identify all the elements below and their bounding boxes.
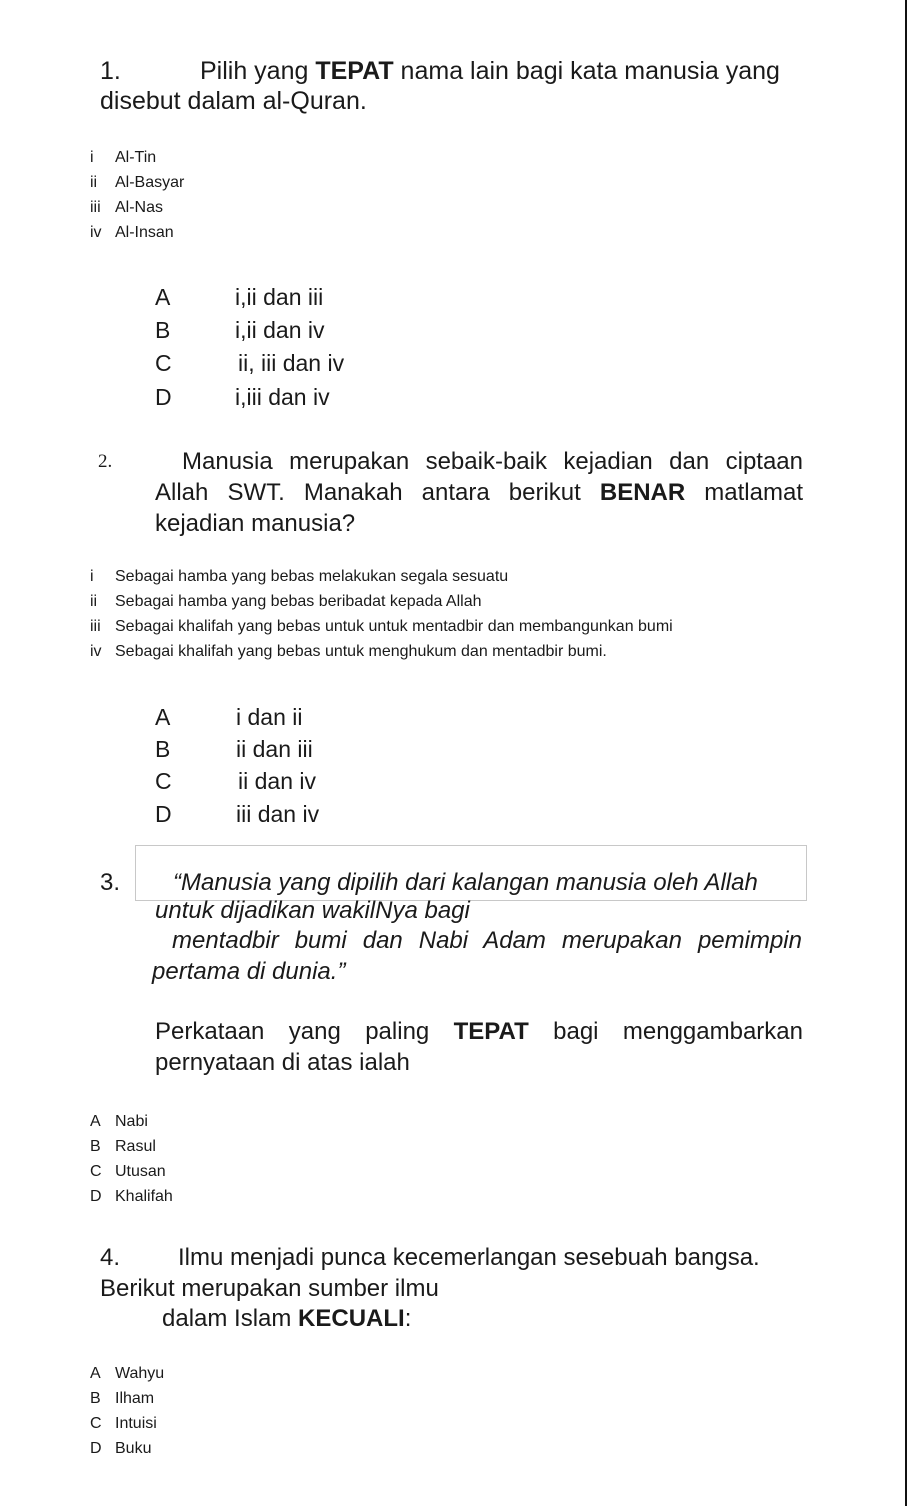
option-item[interactable] [90, 1436, 164, 1461]
list-item [90, 639, 673, 664]
option-item[interactable] [90, 1159, 173, 1184]
option-text-c[interactable]: ii, iii dan iv [238, 350, 345, 376]
option-text[interactable]: Ilham [115, 1390, 155, 1407]
item-text: Al-Insan [115, 224, 174, 241]
emphasis-word: TEPAT [315, 57, 394, 85]
list-item [90, 564, 673, 589]
option-letter[interactable]: D [90, 1188, 102, 1205]
question-1-stem-line2: disebut dalam al-Quran. [100, 87, 367, 115]
question-4-options [90, 1361, 164, 1461]
list-item [90, 170, 184, 195]
question-4-stem-line2: Berikut merupakan sumber ilmu [100, 1275, 439, 1302]
option-text[interactable]: Utusan [115, 1163, 166, 1180]
option-letter[interactable]: D [90, 1440, 102, 1457]
question-1-stem-line1: Pilih yang TEPAT nama lain bagi kata manusia yang [200, 57, 780, 85]
option-text[interactable]: Rasul [115, 1138, 156, 1155]
item-text: Al-Tin [115, 149, 157, 166]
option-letter[interactable]: B [90, 1390, 101, 1407]
question-1-items [90, 145, 184, 245]
option-text[interactable]: Khalifah [115, 1188, 173, 1205]
option-letter-c[interactable]: C [155, 768, 172, 794]
question-4-number: 4. [100, 1244, 121, 1271]
option-text-b[interactable]: ii dan iii [236, 736, 313, 762]
option-item[interactable] [90, 1411, 164, 1436]
option-letter-b[interactable]: B [155, 736, 171, 762]
option-letter-d[interactable]: D [155, 801, 172, 827]
roman-numeral: iii [90, 199, 101, 216]
list-item [90, 614, 673, 639]
emphasis-word: KECUALI [298, 1305, 405, 1332]
question-4-stem-line3: dalam Islam KECUALI: [162, 1305, 412, 1332]
item-text: Sebagai hamba yang bebas beribadat kepada Allah [115, 593, 482, 610]
roman-numeral: iv [90, 643, 102, 660]
option-text[interactable]: Intuisi [115, 1415, 157, 1432]
quote-line-3: mentadbir bumi dan Nabi Adam merupakan pemimpin pertama di dunia.” [152, 927, 802, 985]
emphasis-word: TEPAT [453, 1018, 529, 1045]
question-1-number: 1. [100, 57, 121, 85]
option-letter-c[interactable]: C [155, 350, 172, 376]
option-letter[interactable]: C [90, 1415, 102, 1432]
option-text[interactable]: Nabi [115, 1113, 148, 1130]
item-text: Al-Basyar [115, 174, 185, 191]
option-item[interactable] [90, 1134, 173, 1159]
roman-numeral: i [90, 149, 94, 166]
option-text-c[interactable]: ii dan iv [238, 768, 316, 794]
quote-line-1: “Manusia yang dipilih dari kalangan manusia oleh Allah [173, 869, 758, 896]
question-2-items [90, 564, 673, 664]
option-text[interactable]: Buku [115, 1440, 152, 1457]
question-3-stem: Perkataan yang paling TEPAT bagi menggambarkan pernyataan di atas ialah [155, 1018, 803, 1076]
item-text: Sebagai khalifah yang bebas untuk untuk mentadbir dan membangunkan bumi [115, 618, 673, 635]
list-item [90, 145, 184, 170]
question-3-number: 3. [100, 869, 121, 896]
roman-numeral: ii [90, 593, 98, 610]
roman-numeral: iii [90, 618, 101, 635]
option-item[interactable] [90, 1386, 164, 1411]
question-2-number: 2. [98, 451, 113, 472]
list-item [90, 195, 184, 220]
option-letter-a[interactable]: A [155, 704, 171, 730]
question-2-stem: Manusia merupakan sebaik-baik kejadian dan ciptaan Allah SWT. Manakah antara berikut BENAR matlamat kejadian manusia? [155, 448, 803, 537]
option-item[interactable] [90, 1184, 173, 1209]
roman-numeral: ii [90, 174, 98, 191]
option-letter[interactable]: A [90, 1365, 101, 1382]
list-item [90, 220, 184, 245]
option-text-b[interactable]: i,ii dan iv [235, 317, 325, 343]
item-text: Sebagai khalifah yang bebas untuk menghukum dan mentadbir bumi. [115, 643, 607, 660]
option-text-a[interactable]: i dan ii [236, 704, 303, 730]
option-letter-a[interactable]: A [155, 284, 171, 310]
item-text: Al-Nas [115, 199, 164, 216]
list-item [90, 589, 673, 614]
quote-line-2: untuk dijadikan wakilNya bagi [155, 897, 470, 924]
option-letter[interactable]: B [90, 1138, 101, 1155]
roman-numeral: iv [90, 224, 102, 241]
option-item[interactable] [90, 1361, 164, 1386]
option-letter-b[interactable]: B [155, 317, 171, 343]
item-text: Sebagai hamba yang bebas melakukan segala sesuatu [115, 568, 509, 585]
option-text-a[interactable]: i,ii dan iii [235, 284, 324, 310]
question-4-stem-line1: Ilmu menjadi punca kecemerlangan sesebuah bangsa. [178, 1244, 760, 1271]
question-3-options [90, 1109, 173, 1209]
option-letter[interactable]: A [90, 1113, 101, 1130]
option-item[interactable] [90, 1109, 173, 1134]
option-letter[interactable]: C [90, 1163, 102, 1180]
option-text-d[interactable]: i,iii dan iv [235, 384, 330, 410]
option-text[interactable]: Wahyu [115, 1365, 165, 1382]
page-edge-divider [905, 0, 907, 1506]
roman-numeral: i [90, 568, 94, 585]
option-letter-d[interactable]: D [155, 384, 172, 410]
option-text-d[interactable]: iii dan iv [236, 801, 320, 827]
emphasis-word: BENAR [599, 479, 686, 506]
